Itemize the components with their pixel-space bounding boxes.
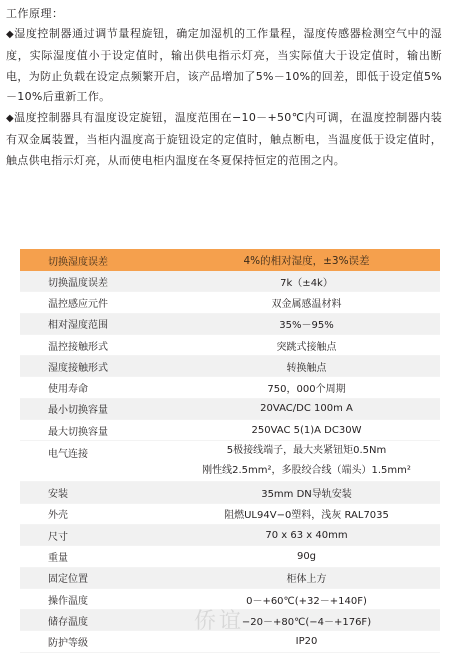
- intro-paragraph-humidity: [6, 24, 442, 108]
- spec-value: 0－+60℃(+32－+140F): [173, 588, 440, 609]
- spec-value: 转换触点: [173, 356, 440, 377]
- spec-label: 最小切换容量: [20, 398, 173, 419]
- spec-label: 使用寿命: [20, 377, 173, 398]
- spec-label: 尺寸: [20, 524, 173, 545]
- intro-section: [6, 6, 442, 172]
- spec-label: 切换湿度误差: [20, 249, 173, 271]
- spec-value-line: 5极接线端子，最大夹紧钮矩0.5Nm: [226, 445, 387, 457]
- spec-label: 固定位置: [20, 567, 173, 588]
- spec-row: [20, 313, 440, 334]
- spec-label: 安装: [20, 482, 173, 503]
- spec-row: [20, 441, 440, 482]
- spec-value: 突跳式接触点: [173, 334, 440, 355]
- spec-value-line: 刚性线2.5mm²，多股绞合线（端头）1.5mm²: [202, 465, 411, 477]
- spec-label: 温控接触形式: [20, 334, 173, 355]
- spec-label: 储存温度: [20, 610, 173, 631]
- spec-row: [20, 271, 440, 292]
- spec-value: IP20: [173, 631, 440, 652]
- spec-value: 90g: [173, 546, 440, 567]
- paragraph-text: 温度控制器具有温度设定旋钮，温度范围在−10－+50℃内可调，在温度控制器内装有双金属装置，当柜内温度高于旋钮设定的定值时，触点断电，当温度低于设定值时，触点供电指示灯亮，从而使电柜内温度在冬夏保持恒定的范围之内。: [6, 111, 442, 167]
- spec-row: [20, 482, 440, 503]
- spec-row: [20, 249, 440, 271]
- spec-label: 电气连接: [20, 441, 173, 482]
- spec-row: [20, 398, 440, 419]
- intro-paragraph-temperature: [6, 108, 442, 171]
- spec-value: −20－+80℃(−4－+176F): [173, 610, 440, 631]
- spec-row: [20, 356, 440, 377]
- spec-label: 重量: [20, 546, 173, 567]
- spec-value: [173, 441, 440, 482]
- spec-value: 阻燃UL94V−0塑料，浅灰 RAL7035: [173, 503, 440, 524]
- spec-label: 最大切换容量: [20, 420, 173, 441]
- spec-value: 4%的相对湿度，±3%误差: [173, 249, 440, 271]
- spec-value: 柜体上方: [173, 567, 440, 588]
- diamond-bullet-icon: ◆: [6, 29, 15, 40]
- spec-value: 20VAC/DC 100m A: [173, 398, 440, 419]
- spec-row: [20, 524, 440, 545]
- spec-value: 7k（±4k）: [173, 271, 440, 292]
- spec-value: 35%－95%: [173, 313, 440, 334]
- spec-table: [20, 249, 440, 653]
- spec-row: [20, 546, 440, 567]
- spec-label: 防护等级: [20, 631, 173, 652]
- spec-value: 250VAC 5(1)A DC30W: [173, 420, 440, 441]
- spec-label: 湿度接触形式: [20, 356, 173, 377]
- diamond-bullet-icon: ◆: [6, 113, 15, 125]
- spec-label: 操作温度: [20, 588, 173, 609]
- spec-row: [20, 503, 440, 524]
- spec-label: 相对湿度范围: [20, 313, 173, 334]
- spec-row: [20, 292, 440, 313]
- spec-value: 35mm DN导轨安装: [173, 482, 440, 503]
- spec-row: [20, 334, 440, 355]
- spec-label: 外壳: [20, 503, 173, 524]
- paragraph-text: 湿度控制器通过调节量程旋钮，确定加湿机的工作量程，湿度传感器检测空气中的湿度，实际湿度值小于设定值时，输出供电指示灯亮，当实际值大于设定值时，输出断电，为防止负载在设定点频繁开启，该产品增加了5%－10%的回差，即低于设定值5%－10%后重新工作。: [6, 27, 442, 104]
- spec-row: [20, 420, 440, 441]
- spec-value: 双金属感温材料: [173, 292, 440, 313]
- spec-row: [20, 567, 440, 588]
- spec-label: 切换温度误差: [20, 271, 173, 292]
- spec-row: [20, 377, 440, 398]
- spec-value: 70 x 63 x 40mm: [173, 524, 440, 545]
- intro-title: 工作原理：: [6, 7, 64, 20]
- watermark: 侨谊: [194, 609, 245, 634]
- spec-label: 温控感应元件: [20, 292, 173, 313]
- spec-value: 750，000个周期: [173, 377, 440, 398]
